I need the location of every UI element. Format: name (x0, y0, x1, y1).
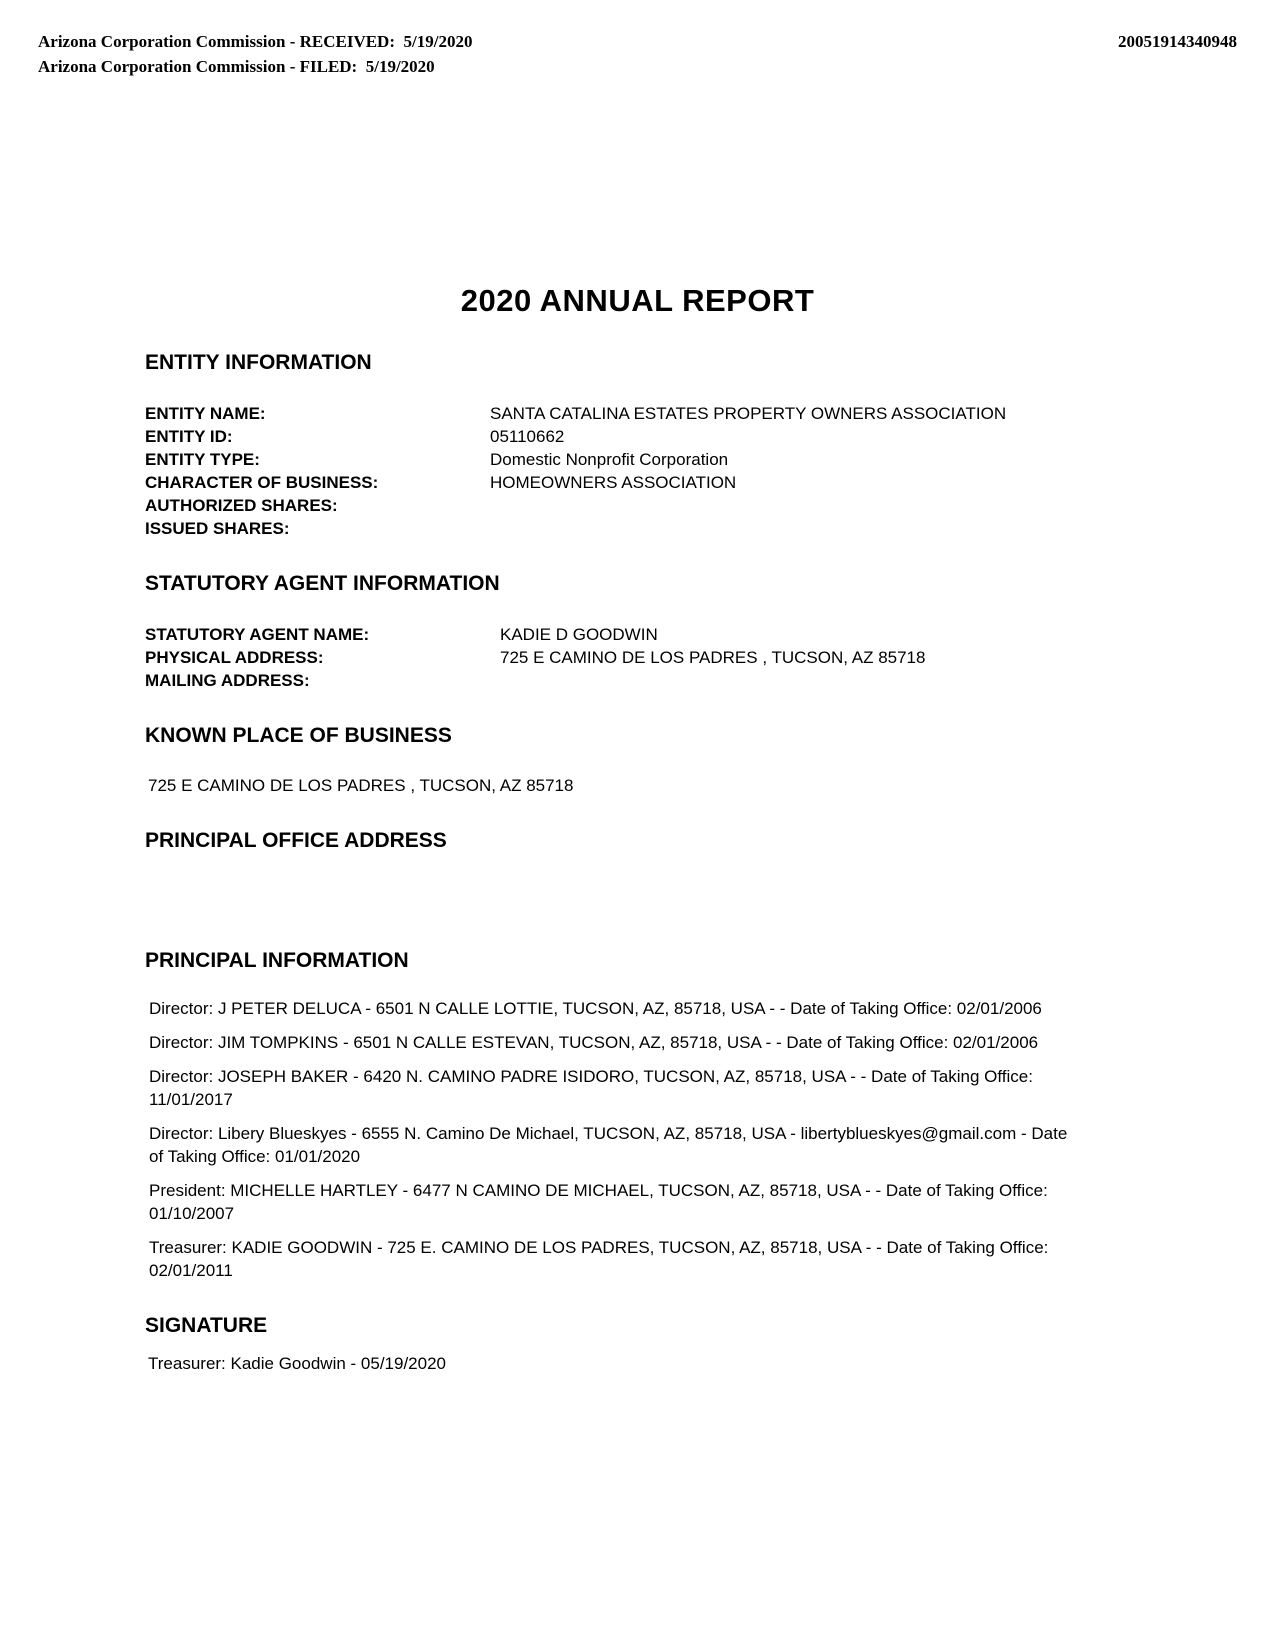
character-of-business-label: CHARACTER OF BUSINESS: (145, 473, 379, 492)
report-body (145, 351, 1135, 1375)
principal-entry: Treasurer: KADIE GOODWIN - 725 E. CAMINO DE LOS PADRES, TUCSON, AZ, 85718, USA - - Date of Taking Office: 02/01/2011 (149, 1238, 1049, 1280)
section-heading-statutory-agent: STATUTORY AGENT INFORMATION (145, 572, 500, 595)
authorized-shares-label: AUTHORIZED SHARES: (145, 496, 338, 515)
principal-entry: President: MICHELLE HARTLEY - 6477 N CAMINO DE MICHAEL, TUCSON, AZ, 85718, USA - - Date of Taking Office: 01/10/2007 (149, 1181, 1048, 1223)
filing-stamp (38, 30, 472, 79)
section-heading-entity-information: ENTITY INFORMATION (145, 351, 372, 374)
section-heading-principal-information: PRINCIPAL INFORMATION (145, 949, 409, 972)
entity-type-label: ENTITY TYPE: (145, 450, 260, 469)
principal-entry: Director: Libery Blueskyes - 6555 N. Camino De Michael, TUCSON, AZ, 85718, USA - libertyblueskyes@gmail.com - Date of Taking Office: 01/01/2020 (149, 1124, 1068, 1166)
section-heading-signature: SIGNATURE (145, 1314, 268, 1337)
issued-shares-label: ISSUED SHARES: (145, 519, 290, 538)
entity-name-label: ENTITY NAME: (145, 404, 266, 423)
document-number: 20051914340948 (1118, 32, 1237, 51)
entity-name-value: SANTA CATALINA ESTATES PROPERTY OWNERS ASSOCIATION (490, 404, 1007, 423)
entity-id-label: ENTITY ID: (145, 427, 233, 446)
entity-type-row (145, 448, 1135, 471)
principal-office-address-value (145, 853, 1135, 917)
statutory-agent-name-value: KADIE D GOODWIN (500, 625, 658, 644)
statutory-agent-name-row (145, 623, 1135, 646)
filed-line: Arizona Corporation Commission - FILED: 5/19/2020 (38, 56, 435, 76)
signature-line: Treasurer: Kadie Goodwin - 05/19/2020 (148, 1354, 446, 1373)
issued-shares-row (145, 517, 1135, 540)
received-line: Arizona Corporation Commission - RECEIVED: 5/19/2020 (38, 32, 473, 51)
physical-address-row (145, 646, 1135, 669)
entity-id-row (145, 425, 1135, 448)
filing-header (38, 30, 1237, 79)
mailing-address-row (145, 669, 1135, 692)
statutory-agent-name-label: STATUTORY AGENT NAME: (145, 625, 370, 644)
entity-name-row (145, 402, 1135, 425)
principal-entry: Director: JOSEPH BAKER - 6420 N. CAMINO PADRE ISIDORO, TUCSON, AZ, 85718, USA - - Date of Taking Office: 11/01/2017 (149, 1067, 1033, 1109)
mailing-address-label: MAILING ADDRESS: (145, 671, 310, 690)
principal-entry: Director: JIM TOMPKINS - 6501 N CALLE ESTEVAN, TUCSON, AZ, 85718, USA - - Date of Taking Office: 02/01/2006 (149, 1033, 1039, 1052)
statutory-agent-table (145, 623, 1135, 692)
known-place-of-business-address: 725 E CAMINO DE LOS PADRES , TUCSON, AZ 85718 (148, 776, 574, 795)
physical-address-label: PHYSICAL ADDRESS: (145, 648, 324, 667)
character-of-business-value: HOMEOWNERS ASSOCIATION (490, 473, 737, 492)
physical-address-value: 725 E CAMINO DE LOS PADRES , TUCSON, AZ 85718 (500, 648, 926, 667)
principal-information-list (145, 997, 1070, 1282)
character-of-business-row (145, 471, 1135, 494)
report-title: 2020 ANNUAL REPORT (460, 283, 815, 318)
principal-entry: Director: J PETER DELUCA - 6501 N CALLE LOTTIE, TUCSON, AZ, 85718, USA - - Date of Taking Office: 02/01/2006 (149, 999, 1042, 1018)
section-heading-known-place-of-business: KNOWN PLACE OF BUSINESS (145, 724, 452, 747)
entity-information-table (145, 402, 1135, 540)
entity-type-value: Domestic Nonprofit Corporation (490, 450, 729, 469)
section-heading-principal-office-address: PRINCIPAL OFFICE ADDRESS (145, 829, 447, 852)
entity-id-value: 05110662 (490, 427, 565, 446)
authorized-shares-row (145, 494, 1135, 517)
